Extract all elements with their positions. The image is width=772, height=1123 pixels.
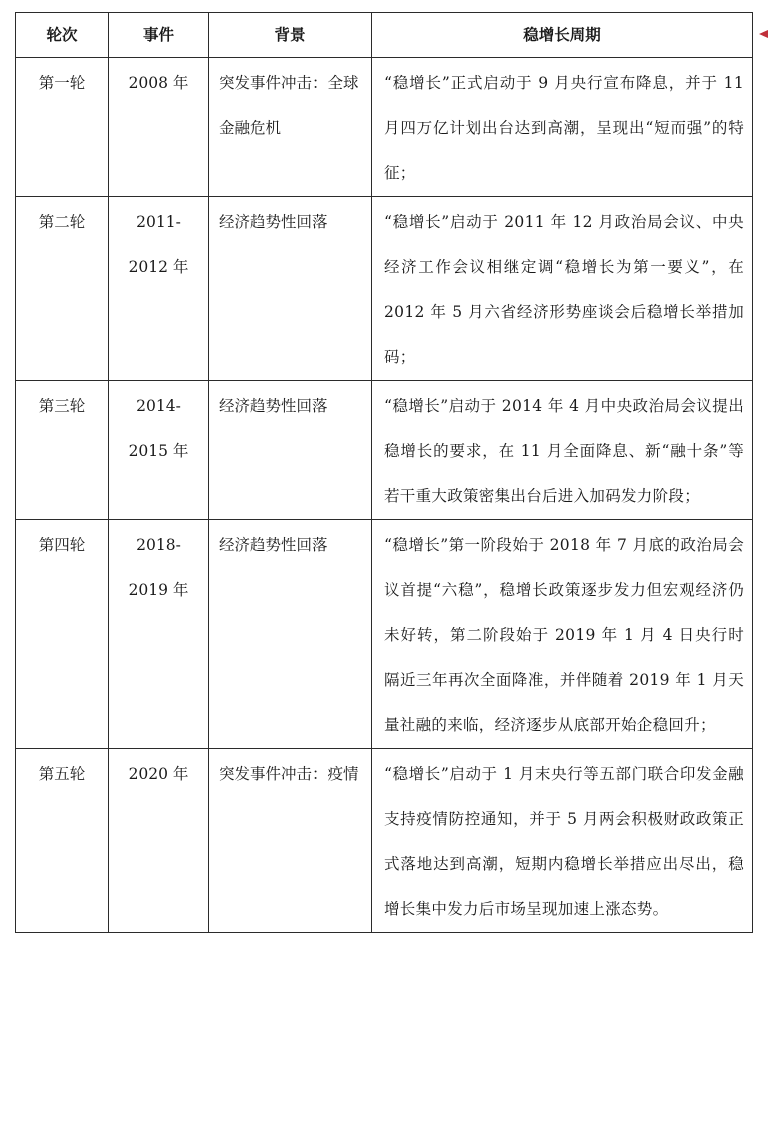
- cell-background: 突发事件冲击：疫情: [209, 749, 372, 933]
- header-round: 轮次: [16, 13, 109, 58]
- table-row: [16, 749, 753, 933]
- table-header-row: [16, 13, 753, 58]
- policy-cycle-table: [15, 12, 753, 933]
- cell-period: “稳增长”启动于 1 月末央行等五部门联合印发金融支持疫情防控通知，并于 5 月两会积极财政政策正式落地达到高潮，短期内稳增长举措应出尽出，稳增长集中发力后市场呈现加速上涨态势。: [372, 749, 753, 933]
- cell-background: 突发事件冲击：全球金融危机: [209, 58, 372, 197]
- cell-event: 2018-2019 年: [109, 520, 209, 749]
- cell-period: “稳增长”正式启动于 9 月央行宣布降息，并于 11 月四万亿计划出台达到高潮，呈现出“短而强”的特征；: [372, 58, 753, 197]
- cell-event: 2011-2012 年: [109, 197, 209, 381]
- cell-round: 第一轮: [16, 58, 109, 197]
- cell-event: 2014-2015 年: [109, 381, 209, 520]
- header-event: 事件: [109, 13, 209, 58]
- cell-period: “稳增长”启动于 2011 年 12 月政治局会议、中央经济工作会议相继定调“稳增长为第一要义”，在 2012 年 5 月六省经济形势座谈会后稳增长举措加码；: [372, 197, 753, 381]
- cell-event: 2008 年: [109, 58, 209, 197]
- cell-round: 第四轮: [16, 520, 109, 749]
- cell-background: 经济趋势性回落: [209, 381, 372, 520]
- edge-marker-arrow-icon: [759, 30, 768, 38]
- cell-round: 第五轮: [16, 749, 109, 933]
- table-row: [16, 58, 753, 197]
- table-row: [16, 197, 753, 381]
- cell-background: 经济趋势性回落: [209, 520, 372, 749]
- header-background: 背景: [209, 13, 372, 58]
- table-row: [16, 381, 753, 520]
- cell-period: “稳增长”启动于 2014 年 4 月中央政治局会议提出稳增长的要求，在 11 月全面降息、新“融十条”等若干重大政策密集出台后进入加码发力阶段；: [372, 381, 753, 520]
- cell-round: 第三轮: [16, 381, 109, 520]
- cell-round: 第二轮: [16, 197, 109, 381]
- table-row: [16, 520, 753, 749]
- header-period: 稳增长周期: [372, 13, 753, 58]
- policy-cycle-table-container: [15, 12, 752, 933]
- cell-period: “稳增长”第一阶段始于 2018 年 7 月底的政治局会议首提“六稳”，稳增长政策逐步发力但宏观经济仍未好转，第二阶段始于 2019 年 1 月 4 日央行时隔近三年再次全面降准，并伴随着 2019 年 1 月天量社融的来临，经济逐步从底部开始企稳回升；: [372, 520, 753, 749]
- cell-event: 2020 年: [109, 749, 209, 933]
- cell-background: 经济趋势性回落: [209, 197, 372, 381]
